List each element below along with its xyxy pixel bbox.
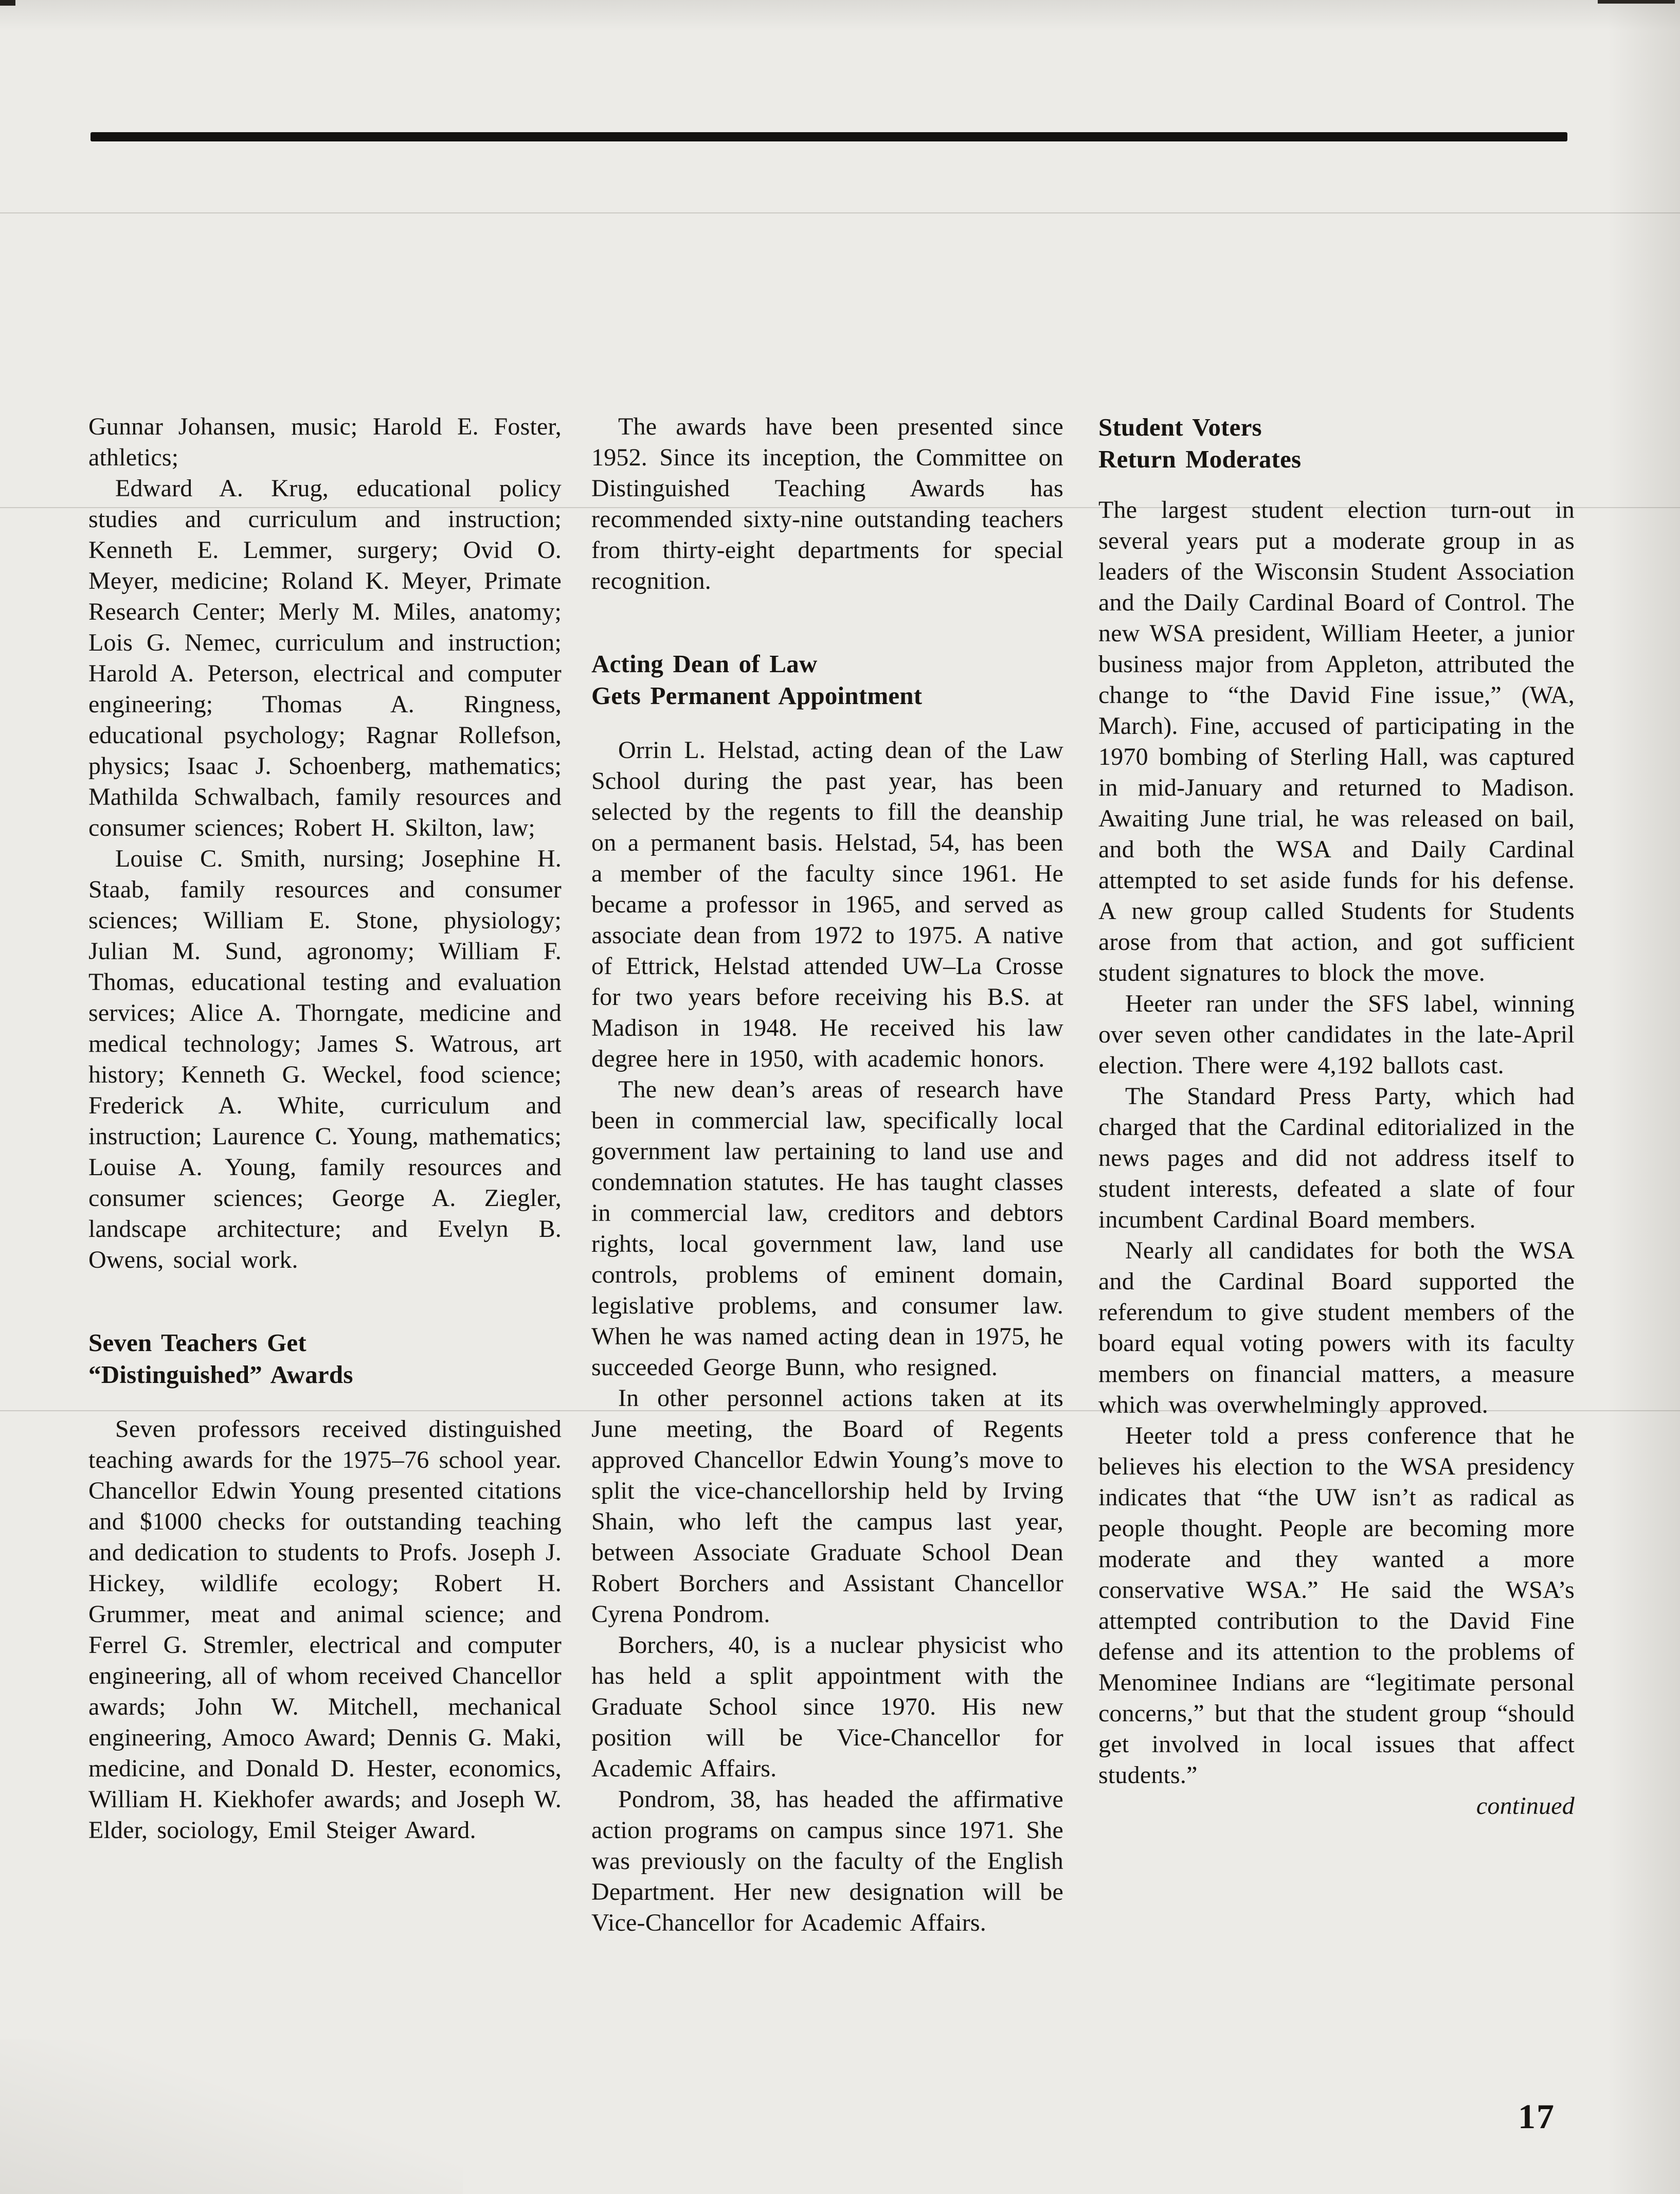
top-rule bbox=[91, 132, 1567, 141]
scan-speck-top-right bbox=[1598, 0, 1675, 4]
heading-line: Acting Dean of Law bbox=[591, 650, 818, 678]
heading-line: Seven Teachers Get bbox=[88, 1328, 306, 1357]
scan-artifact-line bbox=[0, 212, 1680, 213]
scan-shading-right bbox=[1608, 0, 1680, 2194]
heading-line: Gets Permanent Appointment bbox=[591, 681, 923, 710]
column-right bbox=[1098, 411, 1575, 1822]
paragraph-continuation: Gunnar Johansen, music; Harold E. Foster, athletics; bbox=[88, 413, 562, 471]
paragraph: In other personnel actions taken at its June meeting, the Board of Regents approved Chancellor Edwin Young’s move to split the vice-chancellorship held by Irving Shain, who left the campus last year, between Associate Graduate School Dean Robert Borchers and Assistant Chancellor Cyrena Pondrom. bbox=[591, 1384, 1063, 1628]
paragraph: Edward A. Krug, educational policy studies and curriculum and instruction; Kenneth E. Lemmer, surgery; Ovid O. Meyer, medicine; Roland K. Meyer, Primate Research Center; Merly M. Miles, anatomy; Lois G. Nemec, curriculum and instruction; Harold A. Peterson, electrical and computer engineering; Thomas A. Ringness, educational psychology; Ragnar Rollefson, physics; Isaac J. Schoenberg, mathematics; Mathilda Schwalbach, family resources and consumer sciences; Robert H. Skilton, law; bbox=[88, 475, 562, 841]
section-heading-distinguished-awards bbox=[88, 1327, 562, 1391]
scan-shading-top bbox=[0, 0, 1680, 31]
paragraph: Louise C. Smith, nursing; Josephine H. Staab, family resources and consumer sciences; William E. Stone, physiology; Julian M. Sund, agronomy; William F. Thomas, educational testing and evaluation services; Alice A. Thorngate, medicine and medical technology; James S. Watrous, art history; Kenneth G. Weckel, food science; Frederick A. White, curriculum and instruction; Laurence C. Young, mathematics; Louise A. Young, family resources and consumer sciences; George A. Ziegler, landscape architecture; and Evelyn B. Owens, social work. bbox=[88, 845, 562, 1273]
paragraph: The largest student election turn-out in several years put a moderate group in as leaders of the Wisconsin Student Association and the Daily Cardinal Board of Control. The new WSA president, William Heeter, a junior business major from Appleton, attributed the change to “the David Fine issue,” (WA, March). Fine, accused of participating in the 1970 bombing of Sterling Hall, was captured in mid-January and returned to Madison. Awaiting June trial, he was released on bail, and both the WSA and Daily Cardinal attempted to set aside funds for his defense. A new group called Students for Students arose from that action, and got sufficient student signatures to block the move. bbox=[1098, 496, 1575, 986]
paragraph: The awards have been presented since 1952. Since its inception, the Committee on Distinguished Teaching Awards has recommended sixty-nine outstanding teachers from thirty-eight departments for special recognition. bbox=[591, 413, 1063, 595]
scan-speck-top-left bbox=[0, 0, 15, 6]
column-middle bbox=[591, 411, 1063, 1938]
scan-shading-bottom-left bbox=[0, 2040, 463, 2194]
paragraph: Borchers, 40, is a nuclear physicist who has held a split appointment with the Graduate School since 1970. His new position will be Vice-Chancellor for Academic Affairs. bbox=[591, 1631, 1063, 1782]
paragraph: Pondrom, 38, has headed the affirmative action programs on campus since 1971. She was previously on the faculty of the English Department. Her new designation will be Vice-Chancellor for Academic Affairs. bbox=[591, 1786, 1063, 1936]
heading-line: Student Voters bbox=[1098, 413, 1262, 441]
paragraph: The Standard Press Party, which had charged that the Cardinal editorialized in the news pages and did not address itself to student interests, defeated a slate of four incumbent Cardinal Board members. bbox=[1098, 1083, 1575, 1233]
heading-line: “Distinguished” Awards bbox=[88, 1360, 353, 1389]
page-number: 17 bbox=[1518, 2097, 1555, 2136]
paragraph: Nearly all candidates for both the WSA and the Cardinal Board supported the referendum to give student members of the board equal voting powers with its faculty members on financial matters, a measure which was overwhelmingly approved. bbox=[1098, 1237, 1575, 1418]
section-heading-acting-dean bbox=[591, 648, 1063, 712]
paragraph: Heeter ran under the SFS label, winning over seven other candidates in the late-April election. There were 4,192 ballots cast. bbox=[1098, 990, 1575, 1079]
continued-label: continued bbox=[1476, 1792, 1575, 1820]
paragraph: Heeter told a press conference that he believes his election to the WSA presidency indicates that “the UW isn’t as radical as people thought. People are becoming more moderate and they wanted a more conservative WSA.” He said the WSA’s attempted contribution to the David Fine defense and its attention to the problems of Menominee Indians are “legitimate personal concerns,” but that the student group “should get involved in local issues that affect students.” bbox=[1098, 1422, 1575, 1789]
paragraph: Orrin L. Helstad, acting dean of the Law School during the past year, has been selected by the regents to fill the deanship on a permanent basis. Helstad, 54, has been a member of the faculty since 1961. He became a professor in 1965, and served as associate dean from 1972 to 1975. A native of Ettrick, Helstad attended UW–La Crosse for two years before receiving his B.S. at Madison in 1948. He received his law degree here in 1950, with academic honors. bbox=[591, 736, 1063, 1072]
heading-line: Return Moderates bbox=[1098, 445, 1302, 473]
paragraph: Seven professors received distinguished teaching awards for the 1975–76 school year. Chancellor Edwin Young presented citations and $1000 checks for outstanding teaching and dedication to students to Profs. Joseph J. Hickey, wildlife ecology; Robert H. Grummer, meat and animal science; and Ferrel G. Stremler, electrical and computer engineering, all of whom received Chancellor awards; John W. Mitchell, mechanical engineering, Amoco Award; Dennis G. Maki, medicine, and Donald D. Hester, economics, William H. Kiekhofer awards; and Joseph W. Elder, sociology, Emil Steiger Award. bbox=[88, 1415, 562, 1844]
column-left bbox=[88, 411, 562, 1846]
paragraph: The new dean’s areas of research have been in commercial law, specifically local government law pertaining to land use and condemnation statutes. He has taught classes in commercial law, creditors and debtors rights, local government law, land use controls, problems of eminent domain, legislative problems, and consumer law. When he was named acting dean in 1975, he succeeded George Bunn, who resigned. bbox=[591, 1076, 1063, 1381]
section-heading-student-voters bbox=[1098, 411, 1575, 475]
